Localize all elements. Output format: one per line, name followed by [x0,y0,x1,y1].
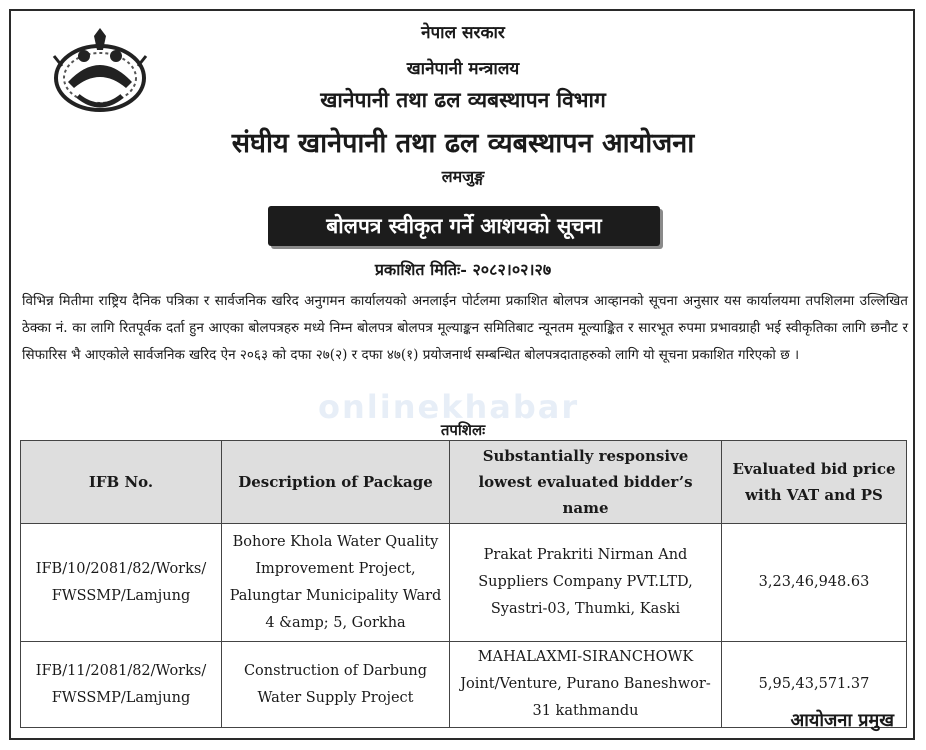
location-heading: लमजुङ्ग [441,167,485,186]
published-date: प्रकाशित मितिः- २०८२।०२।२७ [374,260,552,279]
schedule-label: तपशिलः [440,421,486,439]
watermark: onlinekhabar [318,388,580,426]
header-ifb-no: IFB No. [21,441,222,524]
header-description: Description of Package [222,441,450,524]
notice-title-banner [268,206,660,246]
signatory: आयोजना प्रमुख [790,710,894,731]
price-cell: 5,95,43,571.37 [722,642,907,728]
notice-title: बोलपत्र स्वीकृत गर्ने आशयको सूचना [326,213,602,238]
government-heading: नेपाल सरकार [421,23,505,43]
bid-table [20,440,907,728]
notice-body: विभिन्न मितीमा राष्ट्रिय दैनिक पत्रिका र सार्वजनिक खरिद अनुगमन कार्यालयको अनलाईन पोर्टलमा प्रकाशित बोलपत्र आव्हानको सूचना अनुसार यस कार्यालयमा तपशिलमा उल्लिखित ठेक्का नं. का लागि रितपूर्वक दर्ता हुन आएका बोलपत्रहरु मध्ये निम्न बोलपत्र बोलपत्र मूल्याङ्कन समितिबाट न्यूनतम मूल्याङ्कित र सारभूत रुपमा प्रभावग्राही भई स्वीकृतिका लागि छनौट र सिफारिस भै आएकोले सार्वजनिक खरिद ऐन २०६३ को दफा २७(२) र दफा ४७(१) प्रयोजनार्थ सम्बन्धित बोलपत्रदाताहरुको लागि यो सूचना प्रकाशित गरिएको छ । [22,293,908,363]
header-bid-price: Evaluated bid price with VAT and PS [722,441,907,524]
table-row [21,524,907,642]
bidder-cell: MAHALAXMI-SIRANCHOWK Joint/Venture, Purano Baneshwor-31 kathmandu [450,642,722,728]
project-heading: संघीय खानेपानी तथा ढल व्यबस्थापन आयोजना [231,128,695,159]
department-heading: खानेपानी तथा ढल व्यबस्थापन विभाग [320,87,606,112]
table-row [21,642,907,728]
bidder-cell: Prakat Prakriti Nirman And Suppliers Company PVT.LTD, Syastri-03, Thumki, Kaski [450,524,722,642]
ifb-cell: IFB/11/2081/82/Works/ FWSSMP/Lamjung [21,642,222,728]
ministry-heading: खानेपानी मन्त्रालय [406,59,520,79]
price-cell: 3,23,46,948.63 [722,524,907,642]
description-cell: Construction of Darbung Water Supply Project [222,642,450,728]
ifb-cell: IFB/10/2081/82/Works/ FWSSMP/Lamjung [21,524,222,642]
header-bidder-name: Substantially responsive lowest evaluated bidder’s name [450,441,722,524]
description-cell: Bohore Khola Water Quality Improvement Project, Palungtar Municipality Ward 4 &amp; 5, Gorkha [222,524,450,642]
table-header-row [21,441,907,524]
